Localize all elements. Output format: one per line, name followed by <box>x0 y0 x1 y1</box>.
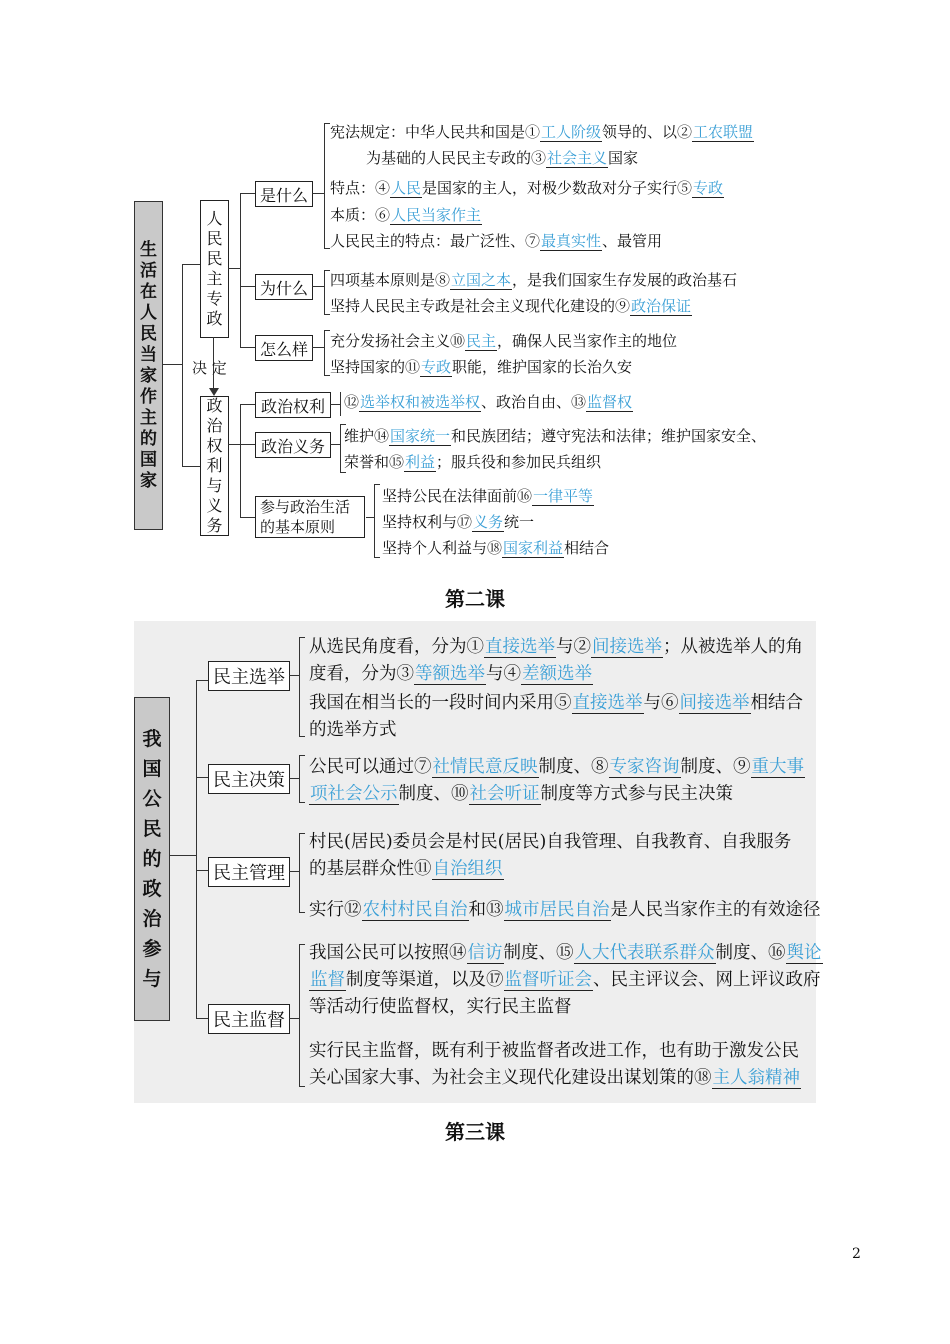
text-line: 特点：④人民是国家的主人，对极少数敌对分子实行⑤专政 <box>330 179 724 197</box>
node-democratic-election: 民主选举 <box>208 661 290 691</box>
text-line: 关心国家大事、为社会主义现代化建设出谋划策的⑱主人翁精神 <box>309 1068 800 1088</box>
answer-blank: 等额选举 <box>415 664 485 684</box>
answer-blank: 监督听证会 <box>504 970 592 990</box>
text-line: 等活动行使监督权，实行民主监督 <box>309 997 572 1017</box>
answer-blank: 农村村民自治 <box>362 900 468 920</box>
root-node-lesson1: 生 活 在 人 民 当 家 作 主 的 国 家 <box>134 201 163 530</box>
answer-blank: 城市居民自治 <box>504 900 610 920</box>
answer-blank: 社会听证 <box>469 784 540 804</box>
text-line: 实行民主监督，既有利于被监督者改进工作，也有助于激发公民 <box>309 1041 799 1061</box>
text-line: 坚持公民在法律面前⑯一律平等 <box>382 487 594 505</box>
node-participation-principles: 参与政治生活 的基本原则 <box>255 496 365 538</box>
answer-blank: 人民当家作主 <box>391 206 482 224</box>
answer-blank: 国家利益 <box>503 539 564 557</box>
text-line: 坚持国家的⑪专政职能，维护国家的长治久安 <box>330 358 633 376</box>
text-line: 实行⑫农村村民自治和⑬城市居民自治是人民当家作主的有效途径 <box>309 900 821 920</box>
text-line: 荣誉和⑮利益；服兵役和参加民兵组织 <box>344 453 602 471</box>
answer-blank: 专政 <box>693 179 724 197</box>
answer-blank: 差额选举 <box>522 664 592 684</box>
text-line: ⑫选举权和被选举权、政治自由、⑬监督权 <box>344 393 633 411</box>
node-why: 为什么 <box>255 274 313 300</box>
node-what: 是什么 <box>255 181 313 207</box>
text-line: 坚持人民民主专政是社会主义现代化建设的⑨政治保证 <box>330 297 692 315</box>
text-line: 四项基本原则是⑧立国之本，是我们国家生存发展的政治基石 <box>330 271 738 289</box>
answer-blank: 直接选举 <box>485 637 555 657</box>
text-line: 维护⑭国家统一和民族团结；遵守宪法和法律；维护国家安全、 <box>344 427 767 445</box>
node-political-rights: 政治权利 <box>255 392 331 418</box>
text-line: 我国在相当长的一段时间内采用⑤直接选举与⑥间接选举相结合 <box>309 693 803 713</box>
answer-blank: 国家统一 <box>390 427 451 445</box>
answer-blank: 一律平等 <box>533 487 594 505</box>
answer-blank: 利益 <box>405 453 436 471</box>
text-line: 宪法规定：中华人民共和国是①工人阶级领导的、以②工农联盟 <box>330 123 754 141</box>
answer-blank: 监督权 <box>587 393 633 411</box>
answer-blank: 直接选举 <box>572 693 643 713</box>
node-political-rights-duties: 政 治 权 利 与 义 务 <box>200 396 229 536</box>
text-line: 公民可以通过⑦社情民意反映制度、⑧专家咨询制度、⑨重大事 <box>309 757 804 777</box>
text-line: 人民民主的特点：最广泛性、⑦最真实性、最管用 <box>330 232 663 250</box>
text-line: 项社会公示制度、⑩社会听证制度等方式参与民主决策 <box>310 784 733 804</box>
text-line: 为基础的人民民主专政的③社会主义国家 <box>366 149 639 167</box>
answer-blank: 义务 <box>473 513 504 531</box>
text-line: 坚持个人利益与⑱国家利益相结合 <box>382 539 610 557</box>
answer-blank: 间接选举 <box>592 637 662 657</box>
text-line: 监督制度等渠道，以及⑰监督听证会、民主评议会、网上评议政府 <box>310 970 821 990</box>
text-line: 村民(居民)委员会是村民(居民)自我管理、自我教育、自我服务 <box>309 832 792 852</box>
text-line: 本质：⑥人民当家作主 <box>330 206 482 224</box>
section-heading-lesson3: 第三课 <box>445 1120 505 1144</box>
answer-blank: 专家咨询 <box>609 757 680 777</box>
root-node-lesson2: 我 国 公 民 的 政 治 参 与 <box>134 697 170 1021</box>
text-line: 我国公民可以按照⑭信访制度、⑮人大代表联系群众制度、⑯舆论 <box>309 943 822 963</box>
answer-blank: 监督 <box>310 970 345 990</box>
answer-blank: 工农联盟 <box>693 123 754 141</box>
answer-blank: 民主 <box>466 332 497 350</box>
section-heading-lesson2: 第二课 <box>445 587 505 611</box>
answer-blank: 专政 <box>421 358 452 376</box>
node-people-democratic-dictatorship: 人 民 民 主 专 政 <box>200 200 229 338</box>
answer-blank: 选举权和被选举权 <box>360 393 481 411</box>
text-line: 从选民角度看，分为①直接选举与②间接选举；从被选举人的角 <box>309 637 803 657</box>
arrow-label-decides: 决 定 <box>192 359 227 377</box>
answer-blank: 社情民意反映 <box>432 757 538 777</box>
answer-blank: 主人翁精神 <box>712 1068 800 1088</box>
node-political-duties: 政治义务 <box>255 432 331 458</box>
answer-blank: 项社会公示 <box>310 784 398 804</box>
answer-blank: 舆论 <box>786 943 822 963</box>
text-line: 的基层群众性⑪自治组织 <box>309 859 503 879</box>
text-line: 充分发扬社会主义⑩民主，确保人民当家作主的地位 <box>330 332 678 350</box>
answer-blank: 最真实性 <box>541 232 602 250</box>
node-democratic-decision: 民主决策 <box>208 764 290 794</box>
answer-blank: 政治保证 <box>631 297 692 315</box>
answer-blank: 重大事 <box>751 757 804 777</box>
text-line: 坚持权利与⑰义务统一 <box>382 513 535 531</box>
node-democratic-supervision: 民主监督 <box>208 1004 290 1034</box>
text-line: 度看，分为③等额选举与④差额选举 <box>309 664 592 684</box>
node-how: 怎么样 <box>255 335 313 361</box>
answer-blank: 信访 <box>467 943 503 963</box>
answer-blank: 间接选举 <box>679 693 750 713</box>
answer-blank: 人民 <box>391 179 422 197</box>
answer-blank: 立国之本 <box>451 271 512 289</box>
node-democratic-management: 民主管理 <box>208 857 290 887</box>
answer-blank: 社会主义 <box>547 149 608 167</box>
answer-blank: 人大代表联系群众 <box>574 943 715 963</box>
down-arrow-icon <box>209 388 219 396</box>
answer-blank: 自治组织 <box>432 859 503 879</box>
page-number: 2 <box>852 1246 861 1262</box>
text-line: 的选举方式 <box>309 720 397 740</box>
answer-blank: 工人阶级 <box>541 123 602 141</box>
